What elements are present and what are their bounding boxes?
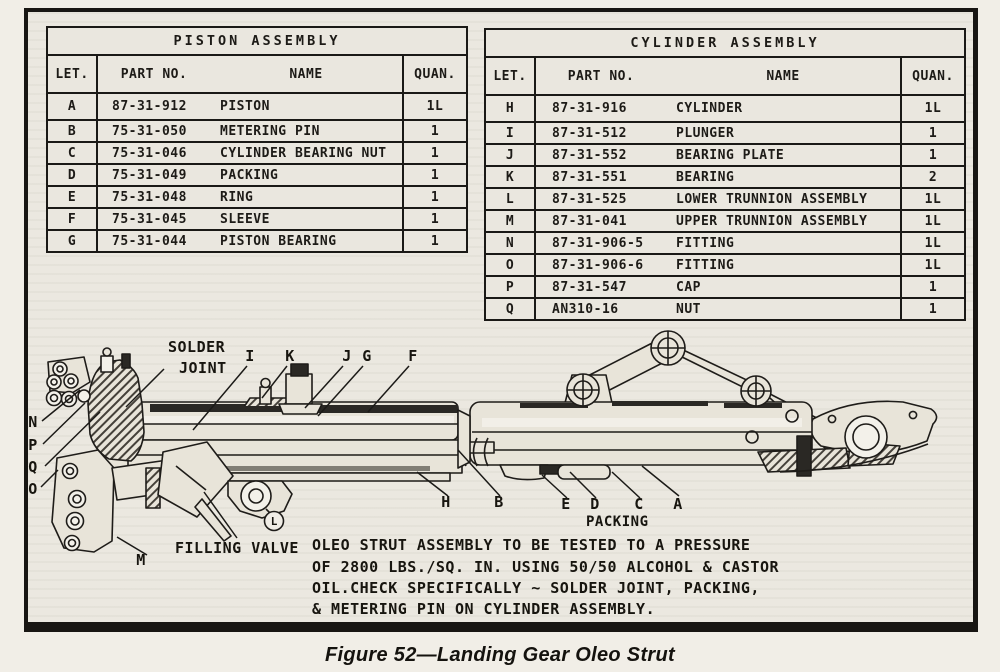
callout-letter: B	[494, 493, 504, 511]
filling-valve-label: FILLING VALVE	[175, 539, 299, 557]
test-note-line: OIL.CHECK SPECIFICALLY ~ SOLDER JOINT, PACKING,	[312, 579, 760, 597]
let-cell: C	[48, 143, 98, 163]
part-no-cell: 75-31-048	[112, 189, 187, 205]
name-cell: CYLINDER BEARING NUT	[220, 145, 387, 161]
part-no-cell: 87-31-906-5	[552, 235, 644, 251]
name-cell: LOWER TRUNNION ASSEMBLY	[676, 191, 868, 207]
name-cell: BEARING	[676, 169, 735, 185]
callout-letter: A	[673, 495, 683, 513]
part-no-cell: 87-31-551	[552, 169, 627, 185]
quan-cell: 1	[900, 123, 964, 143]
col-header-let: LET.	[48, 56, 98, 92]
quan-cell: 1	[402, 165, 466, 185]
let-cell: B	[48, 121, 98, 141]
test-note-line: & METERING PIN ON CYLINDER ASSEMBLY.	[312, 600, 656, 618]
callout-letter: H	[441, 493, 451, 511]
solder-joint-label: JOINT	[179, 359, 227, 377]
part-no-cell: 75-31-049	[112, 167, 187, 183]
callout-letter: E	[561, 495, 571, 513]
quan-cell: 1L	[900, 233, 964, 253]
quan-cell: 1L	[900, 96, 964, 121]
name-cell: UPPER TRUNNION ASSEMBLY	[676, 213, 868, 229]
let-cell: I	[486, 123, 536, 143]
callout-letter: I	[245, 347, 255, 365]
name-cell: PLUNGER	[676, 125, 735, 141]
col-header-part-no: PART NO.	[567, 68, 635, 84]
quan-cell: 1L	[900, 189, 964, 209]
callout-letter: F	[408, 347, 418, 365]
callout-letter: O	[28, 480, 38, 498]
quan-cell: 1	[402, 143, 466, 163]
quan-cell: 1	[402, 209, 466, 229]
solder-joint-area	[88, 360, 144, 461]
let-cell: J	[486, 145, 536, 165]
quan-cell: 1	[900, 145, 964, 165]
callout-letter: D	[590, 495, 600, 513]
callout-letter: C	[634, 495, 644, 513]
part-no-cell: 87-31-041	[552, 213, 627, 229]
name-cell: RING	[220, 189, 254, 205]
test-note-line: OF 2800 LBS./SQ. IN. USING 50/50 ALCOHOL & CASTOR	[312, 558, 780, 576]
callout-letter: M	[136, 551, 146, 569]
part-no-cell: 87-31-552	[552, 147, 627, 163]
part-no-cell: 75-31-046	[112, 145, 187, 161]
part-no-cell: 87-31-906-6	[552, 257, 644, 273]
part-no-cell: 87-31-912	[112, 99, 187, 114]
name-cell: PACKING	[220, 167, 279, 183]
let-cell: K	[486, 167, 536, 187]
table-title: PISTON ASSEMBLY	[48, 28, 466, 56]
callout-letter: G	[362, 347, 372, 365]
part-no-cell: 75-31-045	[112, 211, 187, 227]
let-cell: D	[48, 165, 98, 185]
quan-cell: 1	[402, 231, 466, 251]
callout-letter: K	[285, 347, 295, 365]
callout-letter: Q	[28, 458, 38, 476]
callout-letter: N	[28, 413, 38, 431]
torque-link-pivots	[567, 331, 771, 406]
name-cell: SLEEVE	[220, 211, 270, 227]
quan-cell: 1	[900, 277, 964, 297]
col-header-name: NAME	[766, 68, 800, 84]
col-header-quan: QUAN.	[402, 56, 466, 92]
solder-joint-label: SOLDER	[168, 338, 226, 356]
quan-cell: 1	[402, 121, 466, 141]
name-cell: FITTING	[676, 235, 735, 251]
let-cell: N	[486, 233, 536, 253]
plunger-fitting	[286, 374, 312, 404]
part-no-cell: 75-31-050	[112, 123, 187, 139]
name-cell: CAP	[676, 279, 701, 295]
part-no-cell: 87-31-547	[552, 279, 627, 295]
let-cell: H	[486, 96, 536, 121]
packing-label: PACKING	[586, 514, 649, 530]
part-no-cell: 87-31-916	[552, 101, 627, 116]
col-header-quan: QUAN.	[900, 58, 964, 94]
figure-caption: Figure 52—Landing Gear Oleo Strut	[325, 644, 675, 666]
callout-letter: P	[28, 436, 38, 454]
name-cell: METERING PIN	[220, 123, 320, 139]
table-title: CYLINDER ASSEMBLY	[486, 30, 964, 58]
let-cell: L	[486, 189, 536, 209]
col-header-let: LET.	[486, 58, 536, 94]
let-cell: Q	[486, 299, 536, 319]
quan-cell: 1L	[900, 255, 964, 275]
name-cell: FITTING	[676, 257, 735, 273]
quan-cell: 1	[402, 187, 466, 207]
let-cell: O	[486, 255, 536, 275]
name-cell: PISTON BEARING	[220, 233, 337, 249]
let-cell: A	[48, 94, 98, 119]
quan-cell: 1L	[900, 211, 964, 231]
name-cell: NUT	[676, 301, 701, 317]
bearing-nut-collar	[558, 465, 610, 479]
part-no-cell: 75-31-044	[112, 233, 187, 249]
let-cell: M	[486, 211, 536, 231]
name-cell: CYLINDER	[676, 101, 743, 116]
callout-letter: J	[342, 347, 352, 365]
quan-cell: 1	[900, 299, 964, 319]
part-no-cell: 87-31-512	[552, 125, 627, 141]
test-note-line: OLEO STRUT ASSEMBLY TO BE TESTED TO A PRESSURE	[312, 536, 751, 554]
quan-cell: 1L	[402, 94, 466, 119]
let-cell: F	[48, 209, 98, 229]
quan-cell: 2	[900, 167, 964, 187]
let-cell: G	[48, 231, 98, 251]
let-cell: E	[48, 187, 98, 207]
col-header-part-no: PART NO.	[120, 66, 188, 82]
circled-l-letter: L	[270, 515, 278, 528]
name-cell: PISTON	[220, 99, 270, 114]
part-no-cell: 87-31-525	[552, 191, 627, 207]
part-no-cell: AN310-16	[552, 301, 619, 317]
trunnion-ring	[845, 416, 887, 458]
let-cell: P	[486, 277, 536, 297]
col-header-name: NAME	[289, 66, 323, 82]
name-cell: BEARING PLATE	[676, 147, 785, 163]
